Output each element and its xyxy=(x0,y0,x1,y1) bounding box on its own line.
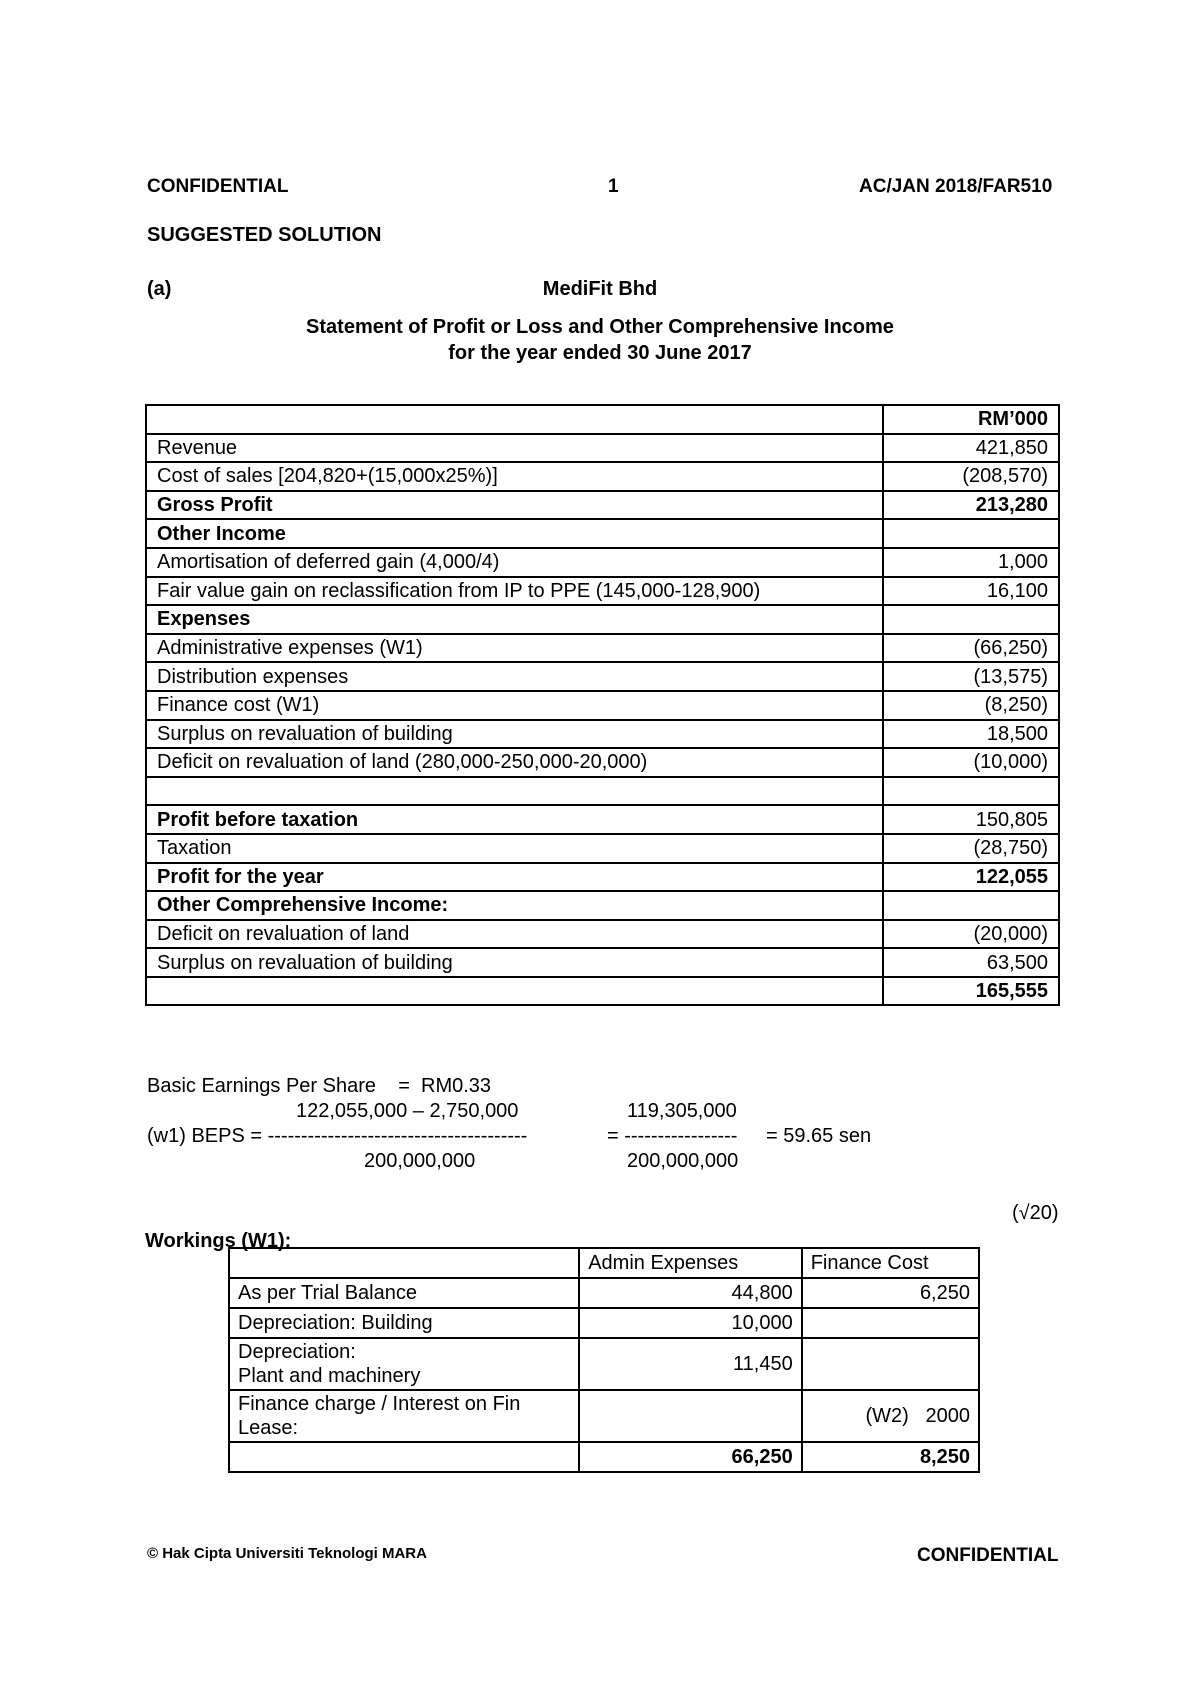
workings-total-blank xyxy=(229,1442,579,1472)
table-header-row xyxy=(146,405,1059,434)
table-row xyxy=(146,605,1059,634)
table-row xyxy=(146,920,1059,949)
workings-label: As per Trial Balance xyxy=(229,1278,579,1308)
line-item-label: Amortisation of deferred gain (4,000/4) xyxy=(146,548,883,577)
table-row xyxy=(146,691,1059,720)
line-item-label: Cost of sales [204,820+(15,000x25%)] xyxy=(146,462,883,491)
line-item-label: Profit before taxation xyxy=(146,805,883,834)
table-row xyxy=(146,662,1059,691)
line-item-amount xyxy=(883,519,1059,548)
workings-finance-value xyxy=(802,1390,979,1442)
line-item-label: Taxation xyxy=(146,834,883,863)
statement-title: Statement of Profit or Loss and Other Comprehensive Income xyxy=(306,316,894,338)
total-admin-expenses: 66,250 xyxy=(579,1442,801,1472)
line-item-amount: 16,100 xyxy=(883,577,1059,606)
workings-finance-value xyxy=(802,1308,979,1338)
statement-period: for the year ended 30 June 2017 xyxy=(448,342,752,364)
beps-label: (w1) BEPS = --------------------------------------- xyxy=(147,1125,528,1147)
table-row xyxy=(146,462,1059,491)
part-label: (a) xyxy=(147,278,172,300)
page-number: 1 xyxy=(608,176,619,197)
section-title: SUGGESTED SOLUTION xyxy=(147,224,382,246)
line-item-amount: 122,055 xyxy=(883,863,1059,892)
header-blank-cell xyxy=(146,405,883,434)
line-item-label: Fair value gain on reclassification from IP to PPE (145,000-128,900) xyxy=(146,577,883,606)
table-row xyxy=(146,891,1059,920)
footer-confidential: CONFIDENTIAL xyxy=(917,1545,1059,1566)
table-row xyxy=(146,863,1059,892)
workings-label xyxy=(229,1390,579,1442)
statement-table xyxy=(145,404,1060,1006)
eps-line: Basic Earnings Per Share = RM0.33 xyxy=(147,1075,492,1097)
eps-result: = 59.65 sen xyxy=(766,1125,872,1147)
line-item-amount: (28,750) xyxy=(883,834,1059,863)
workings-label-line: Plant and machinery xyxy=(238,1365,421,1387)
eps-denominator-2: 200,000,000 xyxy=(627,1150,739,1172)
table-row xyxy=(146,777,1059,806)
line-item-label: Surplus on revaluation of building xyxy=(146,720,883,749)
table-row xyxy=(229,1338,979,1390)
line-item-amount: 150,805 xyxy=(883,805,1059,834)
table-row xyxy=(229,1308,979,1338)
line-item-amount: (8,250) xyxy=(883,691,1059,720)
line-item-amount xyxy=(883,605,1059,634)
table-row xyxy=(146,519,1059,548)
line-item-label: Gross Profit xyxy=(146,491,883,520)
line-item-label: Revenue xyxy=(146,434,883,463)
workings-label-line: Depreciation: xyxy=(238,1341,356,1363)
line-item-label xyxy=(146,777,883,806)
marks-awarded: (√20) xyxy=(1012,1202,1059,1224)
workings-label: Depreciation: Building xyxy=(229,1308,579,1338)
line-item-amount xyxy=(883,777,1059,806)
workings-label-line: Finance charge / Interest on Fin xyxy=(238,1393,521,1415)
copyright-notice: © Hak Cipta Universiti Teknologi MARA xyxy=(147,1545,427,1562)
workings-table xyxy=(228,1247,980,1473)
line-item-amount: (10,000) xyxy=(883,748,1059,777)
eps-numerator-1: 122,055,000 – 2,750,000 xyxy=(296,1100,519,1122)
line-item-label: Deficit on revaluation of land xyxy=(146,920,883,949)
table-row xyxy=(146,577,1059,606)
table-row xyxy=(146,748,1059,777)
finance-charge-value: 2000 xyxy=(925,1405,970,1427)
line-item-label: Distribution expenses xyxy=(146,662,883,691)
workings-total-row xyxy=(229,1442,979,1472)
workings-label-line: Lease: xyxy=(238,1417,299,1439)
line-item-amount: (208,570) xyxy=(883,462,1059,491)
line-item-amount: (66,250) xyxy=(883,634,1059,663)
document-code: AC/JAN 2018/FAR510 xyxy=(859,176,1053,197)
line-item-label: Other Comprehensive Income: xyxy=(146,891,883,920)
line-item-amount: 1,000 xyxy=(883,548,1059,577)
w2-reference: (W2) xyxy=(865,1405,909,1427)
line-item-amount: 213,280 xyxy=(883,491,1059,520)
company-name: MediFit Bhd xyxy=(542,278,658,300)
workings-admin-value: 44,800 xyxy=(579,1278,801,1308)
line-item-amount: 63,500 xyxy=(883,948,1059,977)
line-item-label xyxy=(146,977,883,1006)
workings-admin-value: 11,450 xyxy=(579,1338,801,1390)
line-item-label: Expenses xyxy=(146,605,883,634)
eps-denominator-1: 200,000,000 xyxy=(364,1150,476,1172)
line-item-amount: (20,000) xyxy=(883,920,1059,949)
line-item-amount: (13,575) xyxy=(883,662,1059,691)
table-row xyxy=(146,548,1059,577)
table-row xyxy=(146,434,1059,463)
table-row xyxy=(146,720,1059,749)
line-item-label: Profit for the year xyxy=(146,863,883,892)
workings-finance-value: 6,250 xyxy=(802,1278,979,1308)
table-row xyxy=(146,948,1059,977)
line-item-amount: 421,850 xyxy=(883,434,1059,463)
workings-label xyxy=(229,1338,579,1390)
table-row xyxy=(146,805,1059,834)
line-item-label: Administrative expenses (W1) xyxy=(146,634,883,663)
table-row xyxy=(229,1278,979,1308)
workings-finance-value xyxy=(802,1338,979,1390)
workings-title: Workings (W1): xyxy=(145,1230,292,1252)
line-item-label: Surplus on revaluation of building xyxy=(146,948,883,977)
table-row xyxy=(229,1390,979,1442)
line-item-label: Finance cost (W1) xyxy=(146,691,883,720)
workings-header-row xyxy=(229,1248,979,1278)
eps-equals-line: = ----------------- xyxy=(607,1125,738,1147)
workings-admin-value: 10,000 xyxy=(579,1308,801,1338)
line-item-label: Other Income xyxy=(146,519,883,548)
table-row xyxy=(146,834,1059,863)
currency-header: RM’000 xyxy=(883,405,1059,434)
total-finance-cost: 8,250 xyxy=(802,1442,979,1472)
line-item-label: Deficit on revaluation of land (280,000-250,000-20,000) xyxy=(146,748,883,777)
line-item-amount: 18,500 xyxy=(883,720,1059,749)
col-finance-cost: Finance Cost xyxy=(802,1248,979,1278)
col-admin-expenses: Admin Expenses xyxy=(579,1248,801,1278)
table-row xyxy=(146,977,1059,1006)
table-row xyxy=(146,491,1059,520)
header-confidential: CONFIDENTIAL xyxy=(147,176,289,197)
workings-admin-value xyxy=(579,1390,801,1442)
workings-header-blank xyxy=(229,1248,579,1278)
line-item-amount xyxy=(883,891,1059,920)
table-row xyxy=(146,634,1059,663)
eps-numerator-2: 119,305,000 xyxy=(627,1100,737,1122)
line-item-amount: 165,555 xyxy=(883,977,1059,1006)
